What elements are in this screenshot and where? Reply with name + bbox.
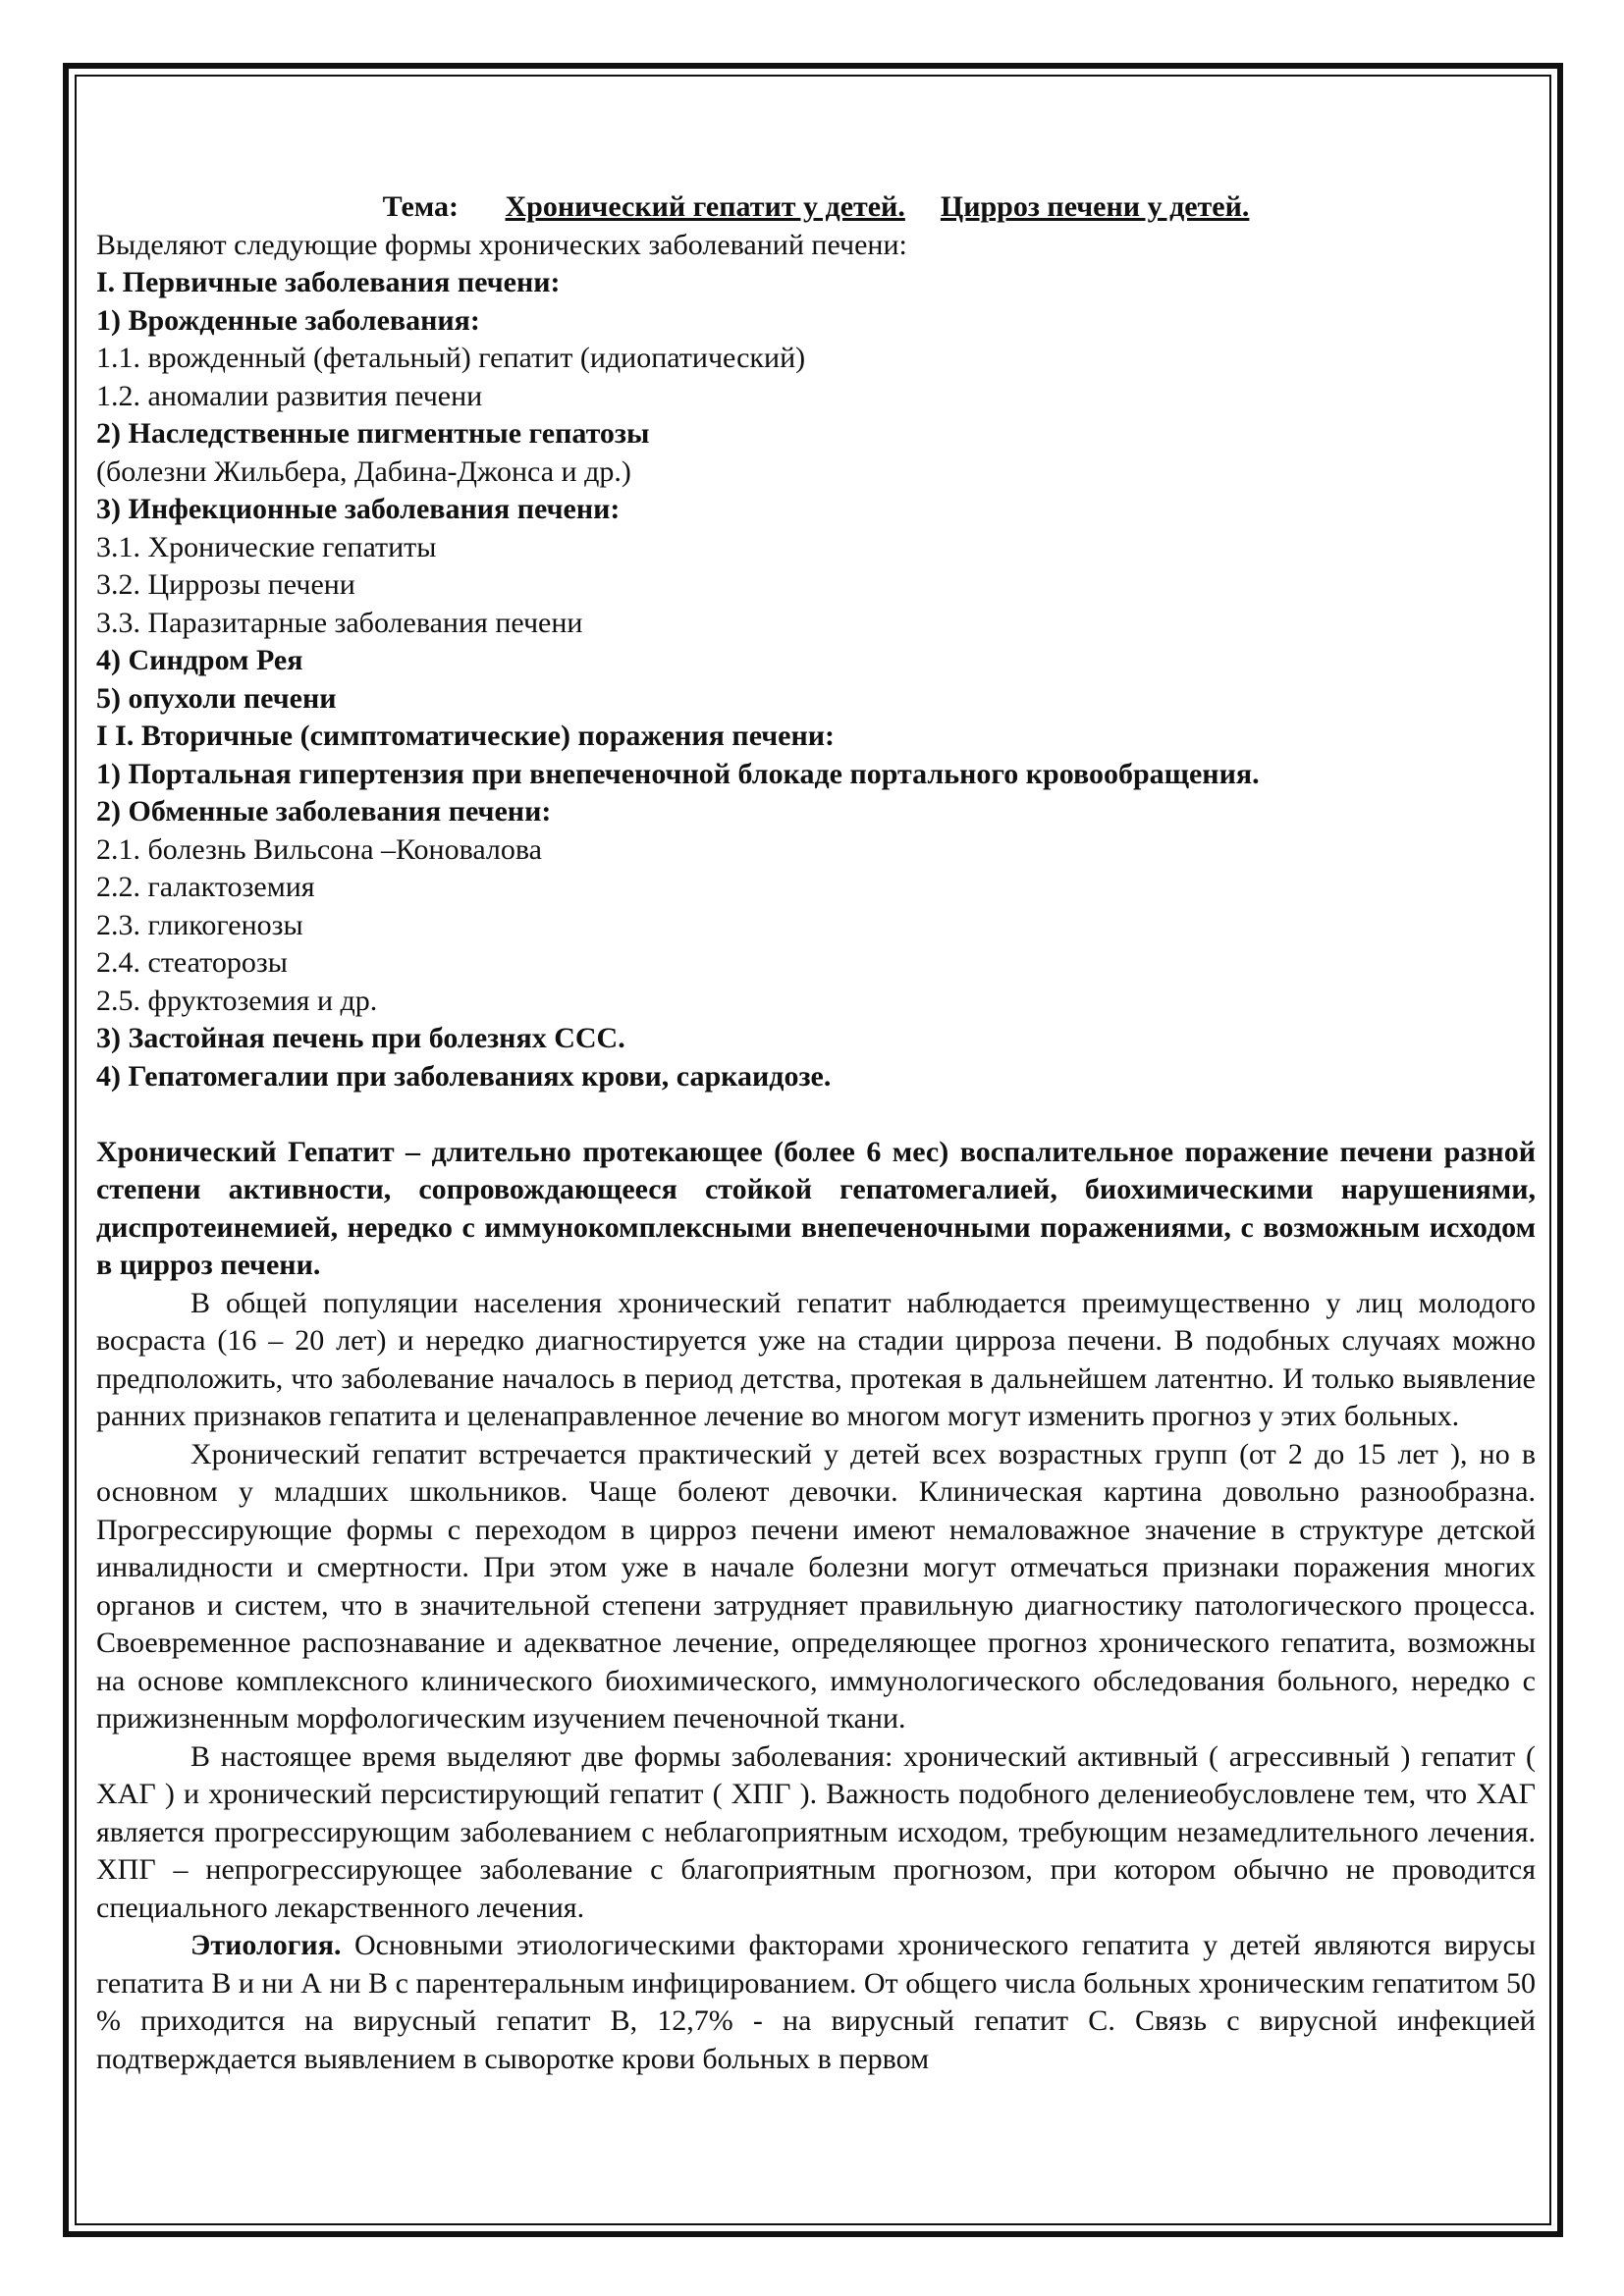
- list-item: 3.1. Хронические гепатиты: [96, 530, 437, 563]
- list-item: 2.5. фруктоземия и др.: [96, 984, 378, 1017]
- hereditary-note: (болезни Жильбера, Дабина-Джонса и др.): [96, 454, 631, 488]
- title-label: Тема:: [382, 190, 460, 223]
- section-primary-heading: I. Первичные заболевания печени:: [96, 266, 561, 298]
- document-title: [96, 188, 1536, 227]
- list-item: 3.2. Циррозы печени: [96, 568, 355, 601]
- subsection-hereditary-heading: 2) Наследственные пигментные гепатозы: [96, 417, 650, 450]
- title-part-hepatitis: Хронический гепатит у детей.: [505, 190, 905, 223]
- body-paragraph: Хронический гепатит встречается практический у детей всех возрастных групп (от 2 до 15 лет ), но в основном у младших школьников. Чаще болеют девочки. Клиническая картина довольно разнообразна. Прогрессирующие формы с переходом в цирроз печени имеют немаловажное значение в структуре детской инвалидности и смертности. При этом уже в начале болезни могут отмечаться признаки поражения многих органов и систем, что в значительной степени затрудняет правильную диагностику патологического процесса. Своевременное распознавание и адекватное лечение, определяющее прогноз хронического гепатита, возможны на основе комплексного клинического биохимического, иммунологического обследования больного, нередко с прижизненным морфологическим изучением печеночной ткани.: [96, 1437, 1536, 1735]
- subsection-hepatomegaly-heading: 4) Гепатомегалии при заболеваниях крови, саркаидозе.: [96, 1059, 832, 1093]
- list-item: 2.4. стеаторозы: [96, 946, 288, 979]
- document-body: [96, 188, 1536, 2078]
- list-item: 1.2. аномалии развития печени: [96, 379, 483, 412]
- list-item: 2.3. гликогенозы: [96, 908, 303, 941]
- section-secondary-heading: I I. Вторичные (симптоматические) поражения печени:: [96, 720, 836, 752]
- title-part-cirrhosis: Цирроз печени у детей.: [940, 190, 1250, 223]
- list-item: 3.3. Паразитарные заболевания печени: [96, 606, 583, 639]
- etiology-paragraph: [96, 1927, 1536, 2078]
- intro-text: Выделяют следующие формы хронических заболеваний печени:: [96, 228, 907, 261]
- subsection-tumors-heading: 5) опухоли печени: [96, 681, 337, 715]
- etiology-text: Основными этиологическими факторами хронического гепатита у детей являются вирусы гепатита В и ни А ни В с парентеральным инфицированием. От общего числа больных хроническим гепатитом 50 % приходится на вирусный гепатит В, 12,7% - на вирусный гепатит С. Связь с вирусной инфекцией подтверждается выявлением в сыворотке крови больных в первом: [96, 1929, 1536, 2075]
- list-item: 2.2. галактоземия: [96, 871, 315, 903]
- etiology-label: Этиология.: [190, 1929, 342, 1961]
- body-paragraph: В настоящее время выделяют две формы заболевания: хронический активный ( агрессивный ) гепатит ( ХАГ ) и хронический персистирующий гепатит ( ХПГ ). Важность подобного делениеобусловлене тем, что ХАГ является прогрессирующим заболеванием с неблагоприятным исходом, требующим незамедлительного лечения. ХПГ – непрогрессирующее заболевание с благоприятным прогнозом, при котором обычно не проводится специального лекарственного лечения.: [96, 1739, 1536, 1924]
- list-item: 2.1. болезнь Вильсона –Коновалова: [96, 832, 542, 866]
- list-item: 1.1. врожденный (фетальный) гепатит (идиопатический): [96, 342, 806, 374]
- subsection-metabolic-heading: 2) Обменные заболевания печени:: [96, 795, 552, 828]
- subsection-portal-heading: 1) Портальная гипертензия при внепеченочной блокаде портального кровообращения.: [96, 757, 1260, 790]
- definition-paragraph: Хронический Гепатит – длительно протекающее (более 6 мес) воспалительное поражение печени разной степени активности, сопровождающееся стойкой гепатомегалией, биохимическими нарушениями, диспротеинемией, нередко с иммунокомплексными внепеченочными поражениями, с возможным исходом в цирроз печени.: [96, 1135, 1536, 1281]
- subsection-reye-heading: 4) Синдром Рея: [96, 644, 303, 676]
- subsection-congestive-heading: 3) Застойная печень при болезнях ССС.: [96, 1022, 625, 1054]
- body-paragraph: В общей популяции населения хронический гепатит наблюдается преимущественно у лиц молодого восраста (16 – 20 лет) и нередко диагностируется уже на стадии цирроза печени. В подобных случаях можно предположить, что заболевание началось в период детства, протекая в дальнейшем латентно. И только выявление ранних признаков гепатита и целенаправленное лечение во многом могут изменить прогноз у этих больных.: [96, 1286, 1536, 1432]
- subsection-infectious-heading: 3) Инфекционные заболевания печени:: [96, 493, 621, 525]
- subsection-congenital-heading: 1) Врожденные заболевания:: [96, 303, 480, 337]
